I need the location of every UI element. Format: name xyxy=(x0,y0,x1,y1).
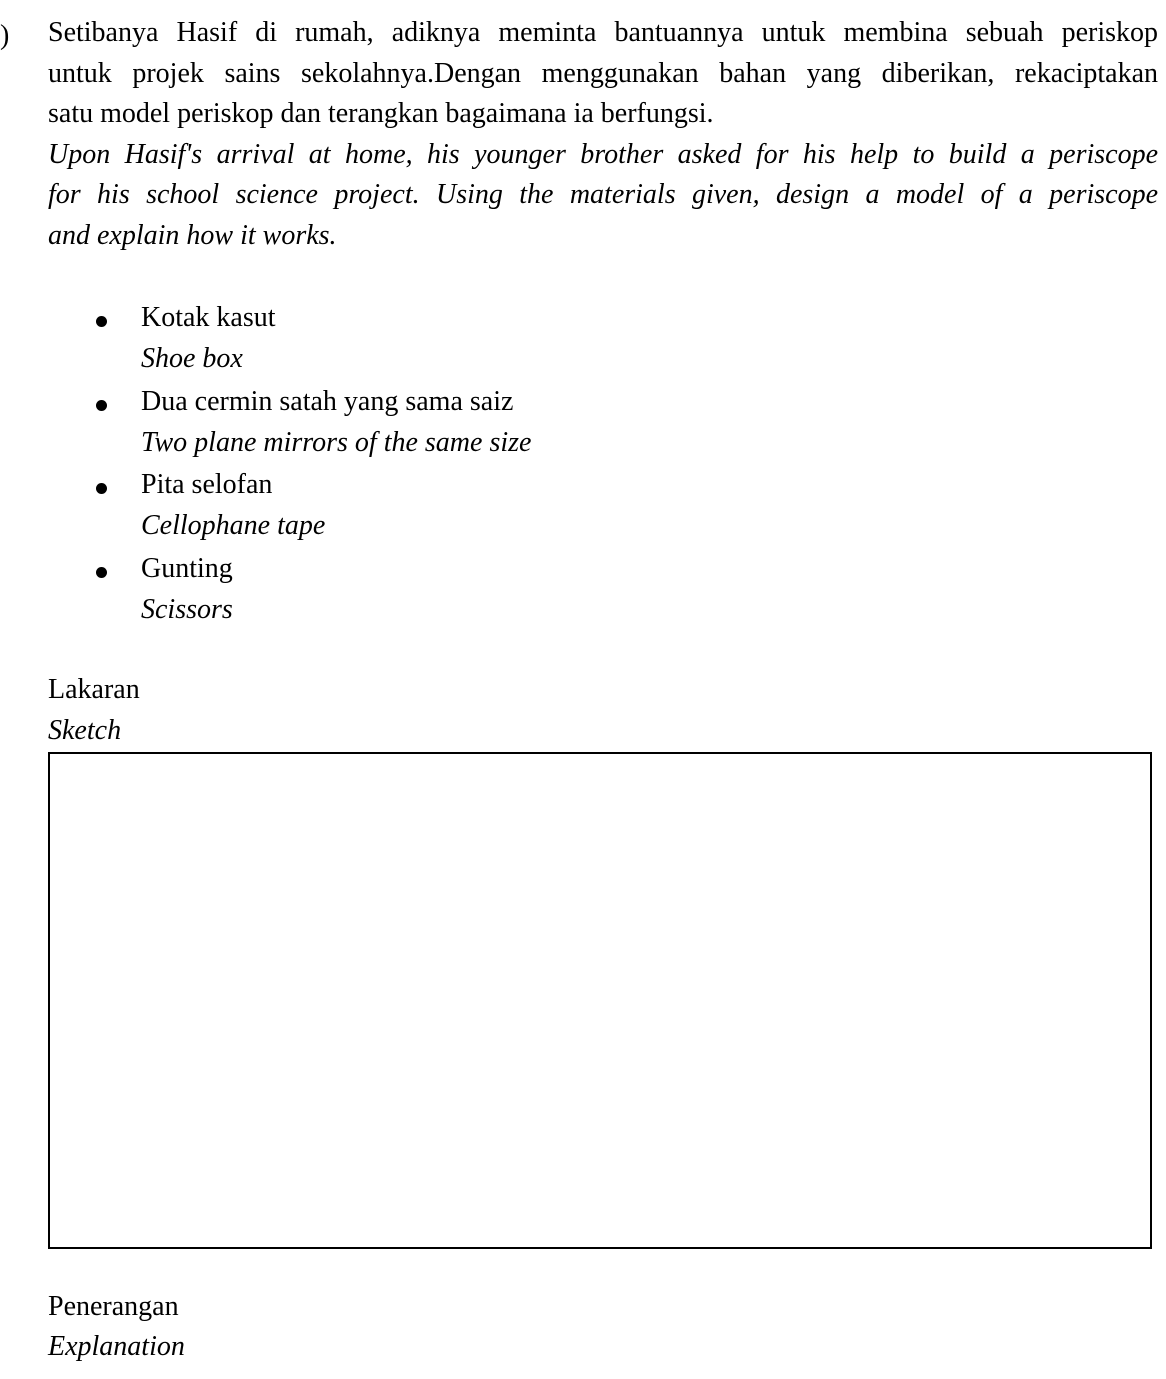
list-item xyxy=(0,382,1166,466)
material-ms: Dua cermin satah yang sama saiz xyxy=(141,385,514,417)
explanation-label-ms: Penerangan xyxy=(48,1291,179,1322)
bullet-icon xyxy=(96,483,107,494)
sketch-label-en: Sketch xyxy=(48,715,122,746)
prompt-en-line-2: for his school science project. Using the materials given, design a model of a periscope xyxy=(48,179,1158,211)
list-item xyxy=(0,465,1166,549)
question-prompt xyxy=(48,13,1158,257)
explanation-label-en: Explanation xyxy=(48,1331,185,1362)
sketch-answer-box[interactable] xyxy=(48,752,1152,1249)
material-ms: Pita selofan xyxy=(141,469,273,500)
bullet-icon xyxy=(96,316,107,327)
prompt-en-line-1: Upon Hasif's arrival at home, his younger brother asked for his help to build a periscope xyxy=(48,138,1158,170)
prompt-ms-line-3: satu model periskop dan terangkan bagaimana ia berfungsi. xyxy=(48,98,714,130)
material-en: Cellophane tape xyxy=(141,510,326,541)
question-number: ) xyxy=(0,20,10,51)
material-ms: Gunting xyxy=(141,552,233,584)
material-en: Scissors xyxy=(141,593,233,625)
materials-list xyxy=(0,298,1166,632)
material-en: Shoe box xyxy=(141,343,243,374)
material-ms: Kotak kasut xyxy=(141,302,276,333)
list-item xyxy=(0,549,1166,633)
list-item xyxy=(0,298,1166,382)
bullet-icon xyxy=(96,400,107,411)
prompt-ms-line-1: Setibanya Hasif di rumah, adiknya meminta bantuannya untuk membina sebuah periskop xyxy=(48,17,1158,48)
prompt-ms-line-2: untuk projek sains sekolahnya.Dengan menggunakan bahan yang diberikan, rekaciptakan xyxy=(48,57,1158,89)
material-en: Two plane mirrors of the same size xyxy=(141,426,532,458)
prompt-en-line-3: and explain how it works. xyxy=(48,219,337,251)
sketch-label-ms: Lakaran xyxy=(48,674,140,705)
bullet-icon xyxy=(96,567,107,578)
